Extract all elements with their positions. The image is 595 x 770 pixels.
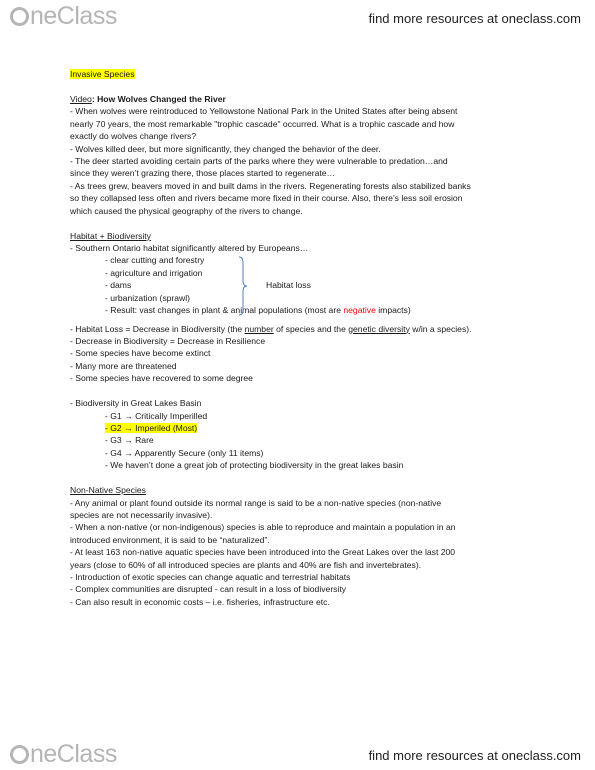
header-tagline[interactable]: find more resources at oneclass.com xyxy=(368,11,581,26)
habitat-intro: - Southern Ontario habitat significantly altered by Europeans… xyxy=(70,243,309,254)
biodiversity-note: - We haven’t done a great job of protecting biodiversity in the great lakes basin xyxy=(105,460,404,471)
nonnative-line: - Complex communities are disrupted - can result in a loss of biodiversity xyxy=(70,584,347,595)
video-heading: Video: How Wolves Changed the River xyxy=(70,94,226,104)
nonnative-heading: Non-Native Species xyxy=(70,485,146,496)
habitat-cause: - urbanization (sprawl) xyxy=(105,292,191,303)
brace-icon xyxy=(238,256,248,316)
video-line: - When wolves were reintroduced to Yellowstone National Park in the United States after being absent xyxy=(70,106,458,117)
habitat-cause: - clear cutting and forestry xyxy=(105,255,205,266)
nonnative-line: - Any animal or plant found outside its normal range is said to be a non-native species (non-native xyxy=(70,497,442,508)
doc-title: Invasive Species xyxy=(70,69,135,79)
nonnative-line: - When a non-native (or non-indigenous) species is able to reproduce and maintain a population in an xyxy=(70,522,456,533)
logo-o-icon xyxy=(10,745,29,764)
rank-g1: - G1 → Critically Imperilled xyxy=(105,410,208,421)
habitat-point: - Some species have become extinct xyxy=(70,348,211,359)
habitat-point: - Some species have recovered to some degree xyxy=(70,373,253,384)
video-line: - The deer started avoiding certain parts of the parks where they were vulnerable to predation…and xyxy=(70,156,448,167)
logo-o-icon xyxy=(10,7,29,26)
nonnative-line: - At least 163 non-native aquatic species have been introduced into the Great Lakes over the last 200 xyxy=(70,547,456,558)
page-footer xyxy=(0,734,595,770)
rank-g4: - G4 → Apparently Secure (only 11 items) xyxy=(105,447,264,458)
video-line: so they collapsed less often and rivers became more fixed in their course. Also, there’s less soil erosion xyxy=(70,193,463,204)
habitat-cause: - agriculture and irrigation xyxy=(105,267,203,278)
habitat-point: - Many more are threatened xyxy=(70,360,177,371)
nonnative-line: - Introduction of exotic species can change aquatic and terrestrial habitats xyxy=(70,572,351,582)
video-line: - Wolves killed deer, but more significantly, they changed the behavior of the deer. xyxy=(70,143,381,154)
nonnative-line: introduced environment, it is said to be “naturalized”. xyxy=(70,534,270,545)
biodiversity-heading: - Biodiversity in Great Lakes Basin xyxy=(70,398,202,409)
document-body xyxy=(70,68,570,608)
rank-g3: - G3 → Rare xyxy=(105,435,154,446)
habitat-point: - Decrease in Biodiversity = Decrease in Resilience xyxy=(70,335,266,346)
habitat-loss-label: Habitat loss xyxy=(266,280,311,291)
nonnative-line: years (close to 60% of all introduced species are plants and 40% are fish and invertebrates). xyxy=(70,559,422,570)
page-header xyxy=(0,0,595,36)
footer-tagline[interactable]: find more resources at oneclass.com xyxy=(368,748,581,763)
video-line: which caused the physical geography of the rivers to change. xyxy=(70,205,303,216)
oneclass-logo[interactable]: neClass xyxy=(10,740,117,769)
habitat-result: - Result: vast changes in plant & animal populations (most are negative impacts) xyxy=(105,305,411,316)
oneclass-logo[interactable]: neClass xyxy=(10,2,117,31)
habitat-loss-line: - Habitat Loss = Decrease in Biodiversity (the number of species and the genetic diversity w/in a species). xyxy=(70,323,472,334)
video-line: since they weren’t grazing there, those places started to regenerate… xyxy=(70,168,336,179)
habitat-cause: - dams xyxy=(105,280,132,291)
habitat-loss-group xyxy=(70,254,570,304)
habitat-heading: Habitat + Biodiversity xyxy=(70,230,151,241)
nonnative-line: species are not necessarily invasive). xyxy=(70,509,213,520)
video-line: - As trees grew, beavers moved in and built dams in the rivers. Regenerating forests also stabilized banks xyxy=(70,180,471,191)
video-line: exactly do wolves change rivers? xyxy=(70,131,197,142)
nonnative-line: - Can also result in economic costs – i.e. fisheries, infrastructure etc. xyxy=(70,596,330,607)
rank-g2: - G2 → Imperiled (Most) xyxy=(105,422,198,433)
video-line: nearly 70 years, the most remarkable "trophic cascade" occurred. What is a trophic cascade and how xyxy=(70,118,455,129)
